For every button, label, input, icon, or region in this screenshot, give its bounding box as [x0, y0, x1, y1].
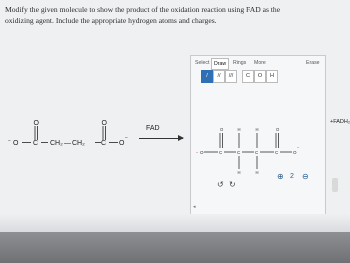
tab-more[interactable]: More: [254, 60, 266, 66]
right-charge: −: [125, 135, 128, 141]
canvas-carbon-1: C: [219, 150, 223, 155]
question-text: Modify the given molecule to show the product of the oxidation reaction using FAD as the oxidizing agent. Include the appropriate hydrogen atoms and charges.: [5, 5, 281, 25]
reagent-label: FAD: [146, 125, 160, 132]
single-bond-tool[interactable]: /: [201, 70, 213, 83]
canvas-bottom-hydrogen-2: H: [237, 170, 241, 175]
zoom-in-icon[interactable]: ⊕: [277, 172, 284, 181]
canvas-carbon-3: C: [255, 150, 259, 155]
canvas-oxygen-right: O: [293, 150, 297, 155]
undo-icon[interactable]: ↺: [217, 180, 224, 189]
carbonyl-oxygen-right: O: [101, 120, 107, 127]
scrollbar[interactable]: [332, 178, 338, 192]
laptop-bezel: [0, 232, 350, 263]
right-carbon: C: [101, 140, 107, 147]
canvas-carbon-2: C: [237, 150, 241, 155]
canvas-bottom-hydrogen-3: H: [255, 170, 259, 175]
canvas-charge-right: −: [297, 145, 300, 150]
right-oxygen: O: [119, 140, 125, 147]
erase-button[interactable]: Erase: [306, 60, 320, 66]
left-carbon: C: [33, 140, 39, 147]
double-bond-tool[interactable]: //: [213, 70, 225, 83]
triple-bond-tool[interactable]: ///: [225, 70, 237, 83]
editor-canvas[interactable]: [191, 56, 325, 216]
left-oxygen: O: [13, 140, 19, 147]
reactant-molecule: [0, 0, 190, 175]
tab-rings[interactable]: Rings: [233, 60, 247, 66]
scroll-left-icon[interactable]: ◂: [193, 204, 196, 210]
ch2-a: CH₂: [50, 140, 63, 147]
zoom-reset-button[interactable]: 2: [290, 173, 294, 180]
canvas-top-hydrogen-2: H: [237, 127, 241, 132]
canvas-oxygen-left: O: [200, 150, 204, 155]
canvas-top-oxygen-4: O: [276, 127, 280, 132]
reaction-arrow: [139, 138, 183, 139]
oxygen-atom-tool[interactable]: O: [254, 70, 266, 83]
tab-draw[interactable]: Draw: [211, 58, 229, 70]
molecule-editor[interactable]: [190, 55, 326, 217]
canvas-top-hydrogen-3: H: [255, 127, 259, 132]
canvas-carbon-4: C: [275, 150, 279, 155]
ch2-dash: —: [64, 140, 71, 147]
left-charge: −: [8, 138, 11, 144]
carbonyl-oxygen-left: O: [33, 120, 39, 127]
product-label: +FADH₂: [330, 119, 350, 125]
canvas-charge-left: −: [196, 150, 199, 155]
zoom-out-icon[interactable]: ⊖: [302, 172, 309, 181]
redo-icon[interactable]: ↻: [229, 180, 236, 189]
tab-select[interactable]: Select: [195, 60, 210, 66]
hydrogen-atom-tool[interactable]: H: [266, 70, 278, 83]
canvas-top-oxygen-1: O: [220, 127, 224, 132]
ch2-b: CH₂: [72, 140, 85, 147]
carbon-atom-tool[interactable]: C: [242, 70, 254, 83]
